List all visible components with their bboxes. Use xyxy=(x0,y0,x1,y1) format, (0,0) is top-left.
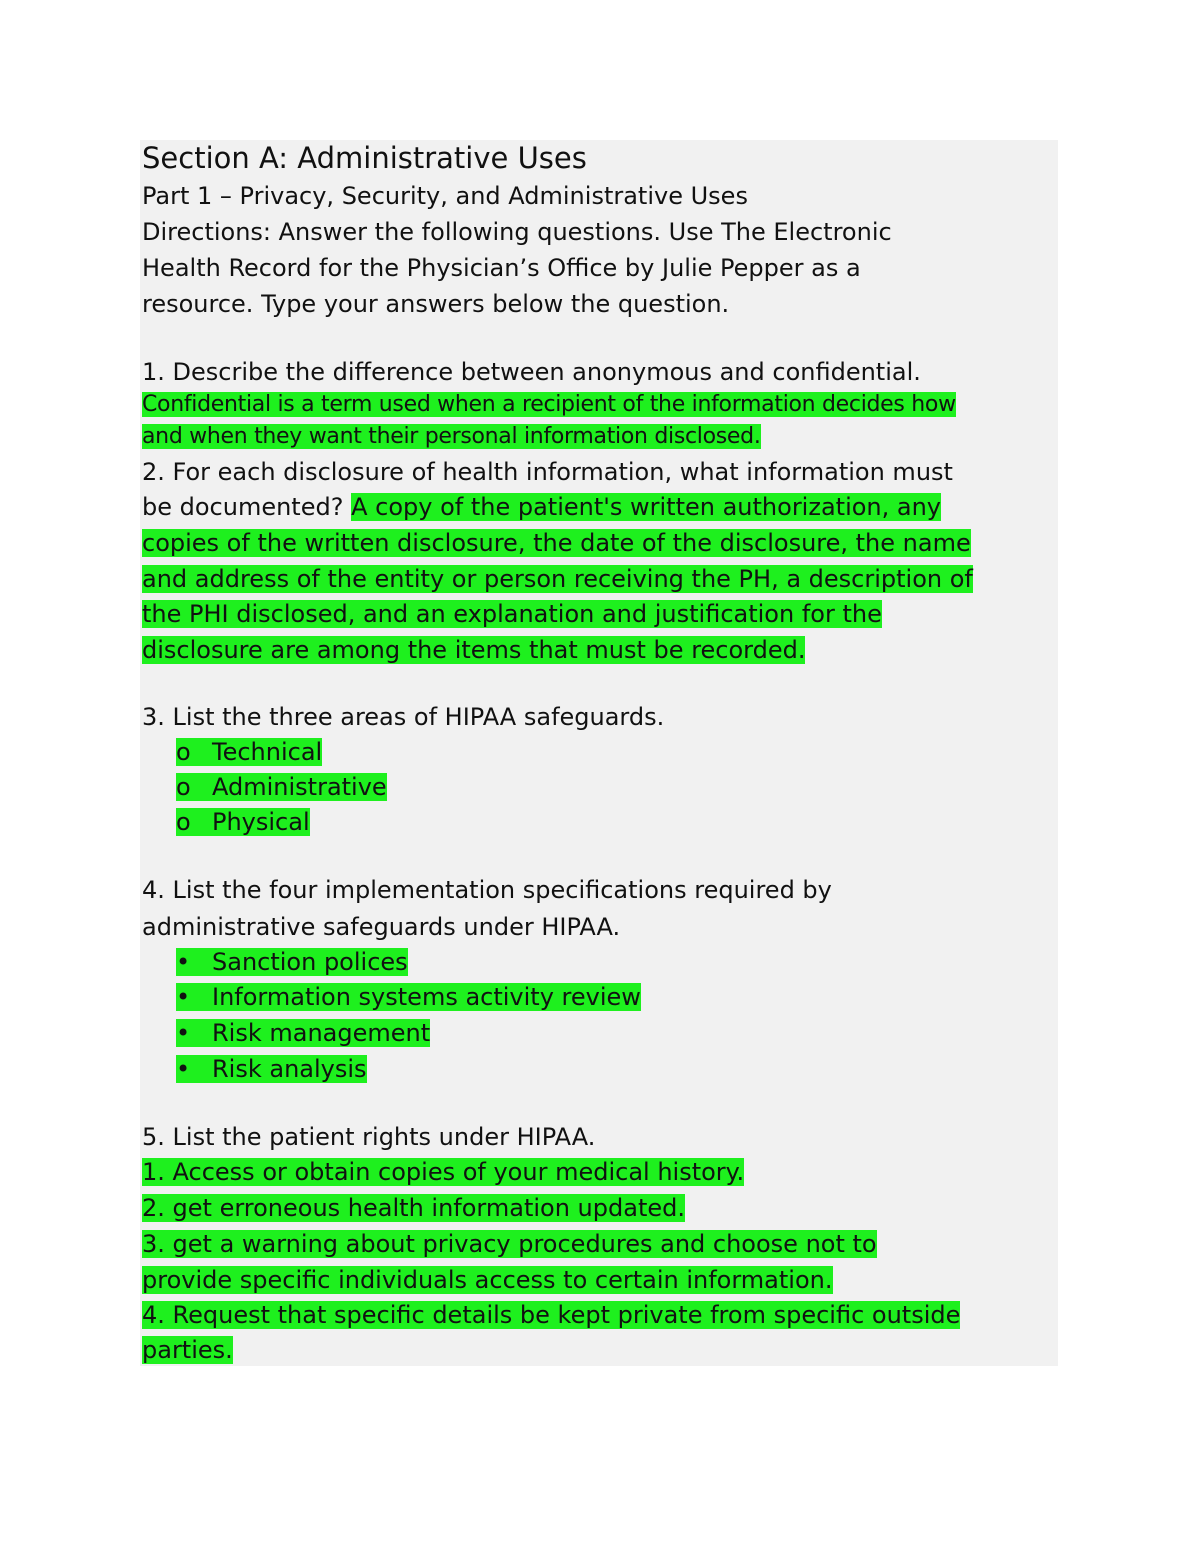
list-item[interactable]: o Administrative xyxy=(176,773,387,801)
list-item[interactable]: o Physical xyxy=(176,808,310,836)
bullet-icon: • xyxy=(176,1019,191,1047)
question-5: 5. List the patient rights under HIPAA. xyxy=(142,1123,596,1151)
question-1: 1. Describe the difference between anonymous and confidential. xyxy=(142,358,921,386)
directions-line: Directions: Answer the following questions. Use The Electronic xyxy=(142,218,892,246)
list-item[interactable]: • Risk analysis xyxy=(176,1055,367,1083)
answer-2-line[interactable]: A copy of the patient's written authorization, any xyxy=(351,493,942,521)
list-item[interactable]: • Information systems activity review xyxy=(176,983,641,1011)
question-4: 4. List the four implementation specifications required by xyxy=(142,876,832,904)
question-2: be documented? xyxy=(142,493,352,521)
list-item[interactable]: • Sanction polices xyxy=(176,948,408,976)
answer-5-line[interactable]: 3. get a warning about privacy procedures and choose not to xyxy=(142,1230,877,1258)
answer-5-line[interactable]: 4. Request that specific details be kept private from specific outside xyxy=(142,1301,961,1329)
answer-2-line[interactable]: the PHI disclosed, and an explanation and justification for the xyxy=(142,600,882,628)
bullet-icon: • xyxy=(176,1055,191,1083)
answer-2-line[interactable]: copies of the written disclosure, the date of the disclosure, the name xyxy=(142,529,971,557)
question-2: 2. For each disclosure of health information, what information must xyxy=(142,458,953,486)
answer-2-line[interactable]: and address of the entity or person receiving the PH, a description of xyxy=(142,565,973,593)
bullet-icon: • xyxy=(176,948,191,976)
circle-bullet-icon: o xyxy=(176,808,191,836)
section-title: Section A: Administrative Uses xyxy=(142,141,587,175)
part-heading: Part 1 – Privacy, Security, and Administrative Uses xyxy=(142,182,748,210)
list-item[interactable]: o Technical xyxy=(176,738,322,766)
question-3: 3. List the three areas of HIPAA safeguards. xyxy=(142,703,665,731)
question-4: administrative safeguards under HIPAA. xyxy=(142,913,621,941)
bullet-icon: • xyxy=(176,983,191,1011)
answer-2-line[interactable]: disclosure are among the items that must be recorded. xyxy=(142,636,806,664)
answer-5-line[interactable]: 1. Access or obtain copies of your medical history. xyxy=(142,1158,745,1186)
circle-bullet-icon: o xyxy=(176,738,191,766)
answer-5-line[interactable]: parties. xyxy=(142,1336,233,1364)
directions-line: Health Record for the Physician’s Office by Julie Pepper as a xyxy=(142,254,861,282)
directions-line: resource. Type your answers below the question. xyxy=(142,290,730,318)
answer-1-line[interactable]: Confidential is a term used when a recipient of the information decides how xyxy=(142,392,956,417)
list-item[interactable]: • Risk management xyxy=(176,1019,430,1047)
answer-5-line[interactable]: provide specific individuals access to certain information. xyxy=(142,1266,833,1294)
answer-5-line[interactable]: 2. get erroneous health information updated. xyxy=(142,1194,685,1222)
answer-1-line[interactable]: and when they want their personal information disclosed. xyxy=(142,424,761,449)
circle-bullet-icon: o xyxy=(176,773,191,801)
